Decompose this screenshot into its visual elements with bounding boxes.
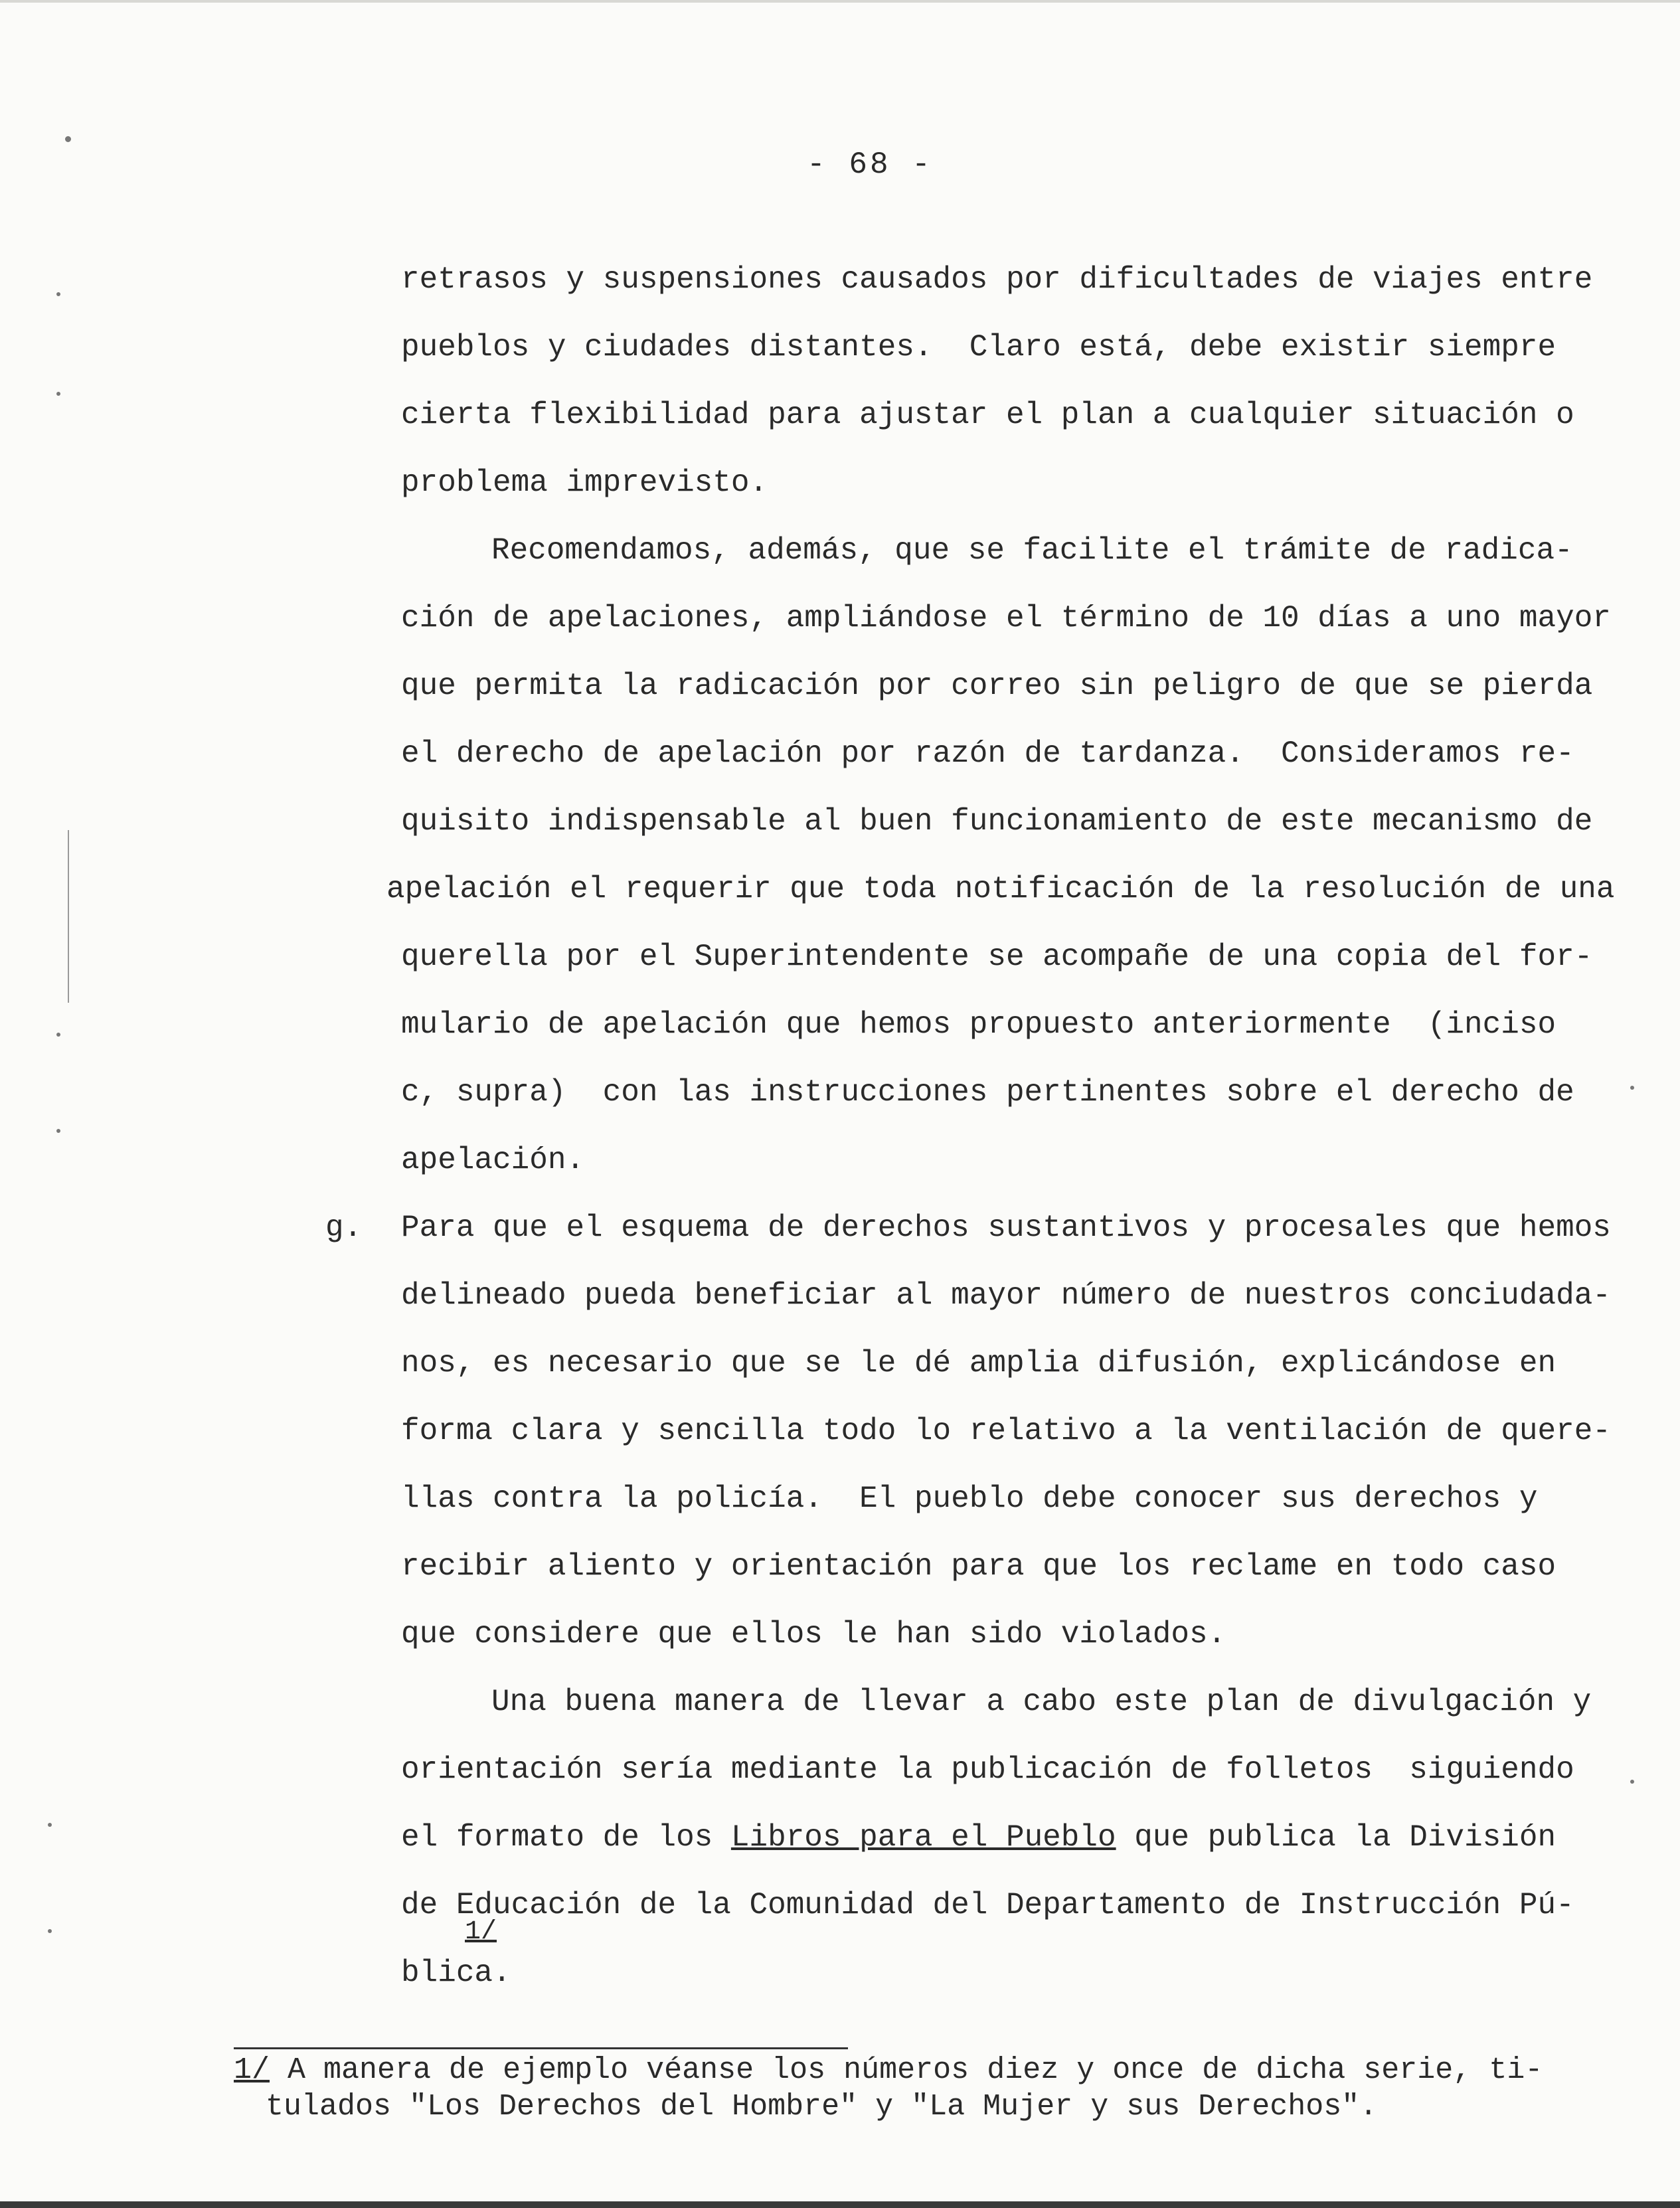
body-line: querella por el Superintendente se acompañe de una copia del for- — [401, 940, 1593, 974]
line-text: que publica la División — [1116, 1820, 1556, 1855]
body-line: nos, es necesario que se le dé amplia difusión, explicándose en — [401, 1346, 1556, 1381]
footnote-line — [234, 2055, 1543, 2085]
body-line: problema imprevisto. — [401, 466, 768, 500]
body-line: el derecho de apelación por razón de tardanza. Consideramos re- — [401, 736, 1574, 771]
footnote-separator — [234, 2047, 848, 2049]
scan-speck — [1630, 1780, 1634, 1784]
body-line: retrasos y suspensiones causados por dificultades de viajes entre — [401, 262, 1593, 297]
body-line: que permita la radicación por correo sin peligro de que se pierda — [401, 669, 1593, 703]
list-marker-g: g. — [325, 1211, 363, 1245]
scan-speck — [56, 392, 60, 396]
body-line: blica. — [401, 1956, 511, 1990]
body-line: quisito indispensable al buen funcionamiento de este mecanismo de — [401, 804, 1593, 839]
body-line: orientación sería mediante la publicación de folletos siguiendo — [401, 1752, 1574, 1787]
scan-speck — [65, 136, 71, 142]
footnote-reference: 1/ — [465, 1917, 497, 1947]
body-line: ción de apelaciones, ampliándose el término de 10 días a uno mayor — [401, 601, 1611, 636]
margin-scan-line — [68, 830, 69, 1003]
body-line: delineado pueda beneficiar al mayor número de nuestros conciudada- — [401, 1278, 1611, 1313]
body-line: mulario de apelación que hemos propuesto anteriormente (inciso — [401, 1007, 1556, 1042]
body-line: forma clara y sencilla todo lo relativo a la ventilación de quere- — [401, 1414, 1611, 1448]
body-line: Recomendamos, además, que se facilite el trámite de radica- — [491, 533, 1573, 568]
scan-speck — [48, 1929, 52, 1933]
body-line: que considere que ellos le han sido violados. — [401, 1617, 1226, 1652]
page-number: - 68 - — [807, 147, 933, 182]
scan-speck — [1630, 1086, 1634, 1090]
body-line: apelación. — [401, 1143, 585, 1177]
body-line: Una buena manera de llevar a cabo este plan de divulgación y — [491, 1685, 1592, 1719]
footnote-line: tulados "Los Derechos del Hombre" y "La Mujer y sus Derechos". — [266, 2090, 1378, 2124]
scan-speck — [48, 1823, 52, 1827]
body-line — [401, 1822, 1556, 1853]
body-line: c, supra) con las instrucciones pertinentes sobre el derecho de — [401, 1075, 1574, 1110]
body-line: pueblos y ciudades distantes. Claro está, debe existir siempre — [401, 330, 1556, 365]
line-text: el formato de los — [401, 1820, 731, 1855]
scan-speck — [56, 1129, 60, 1133]
page-bottom-edge — [0, 2201, 1680, 2208]
body-line: de Educación de la Comunidad del Departamento de Instrucción Pú- — [401, 1888, 1574, 1922]
scan-speck — [56, 292, 60, 296]
page-top-edge — [0, 0, 1680, 3]
scan-speck — [56, 1033, 60, 1037]
body-line: apelación el requerir que toda notificación de la resolución de una — [386, 872, 1615, 906]
body-line: recibir aliento y orientación para que los reclame en todo caso — [401, 1549, 1556, 1584]
footnote-text: A manera de ejemplo véanse los números diez y once de dicha serie, ti- — [270, 2053, 1543, 2087]
footnote-marker: 1/ — [234, 2053, 270, 2087]
body-line: Para que el esquema de derechos sustantivos y procesales que hemos — [401, 1211, 1611, 1245]
book-series-title: Libros para el Pueblo — [730, 1820, 1116, 1855]
body-line: cierta flexibilidad para ajustar el plan a cualquier situación o — [401, 398, 1574, 432]
body-line: llas contra la policía. El pueblo debe conocer sus derechos y — [401, 1482, 1538, 1516]
